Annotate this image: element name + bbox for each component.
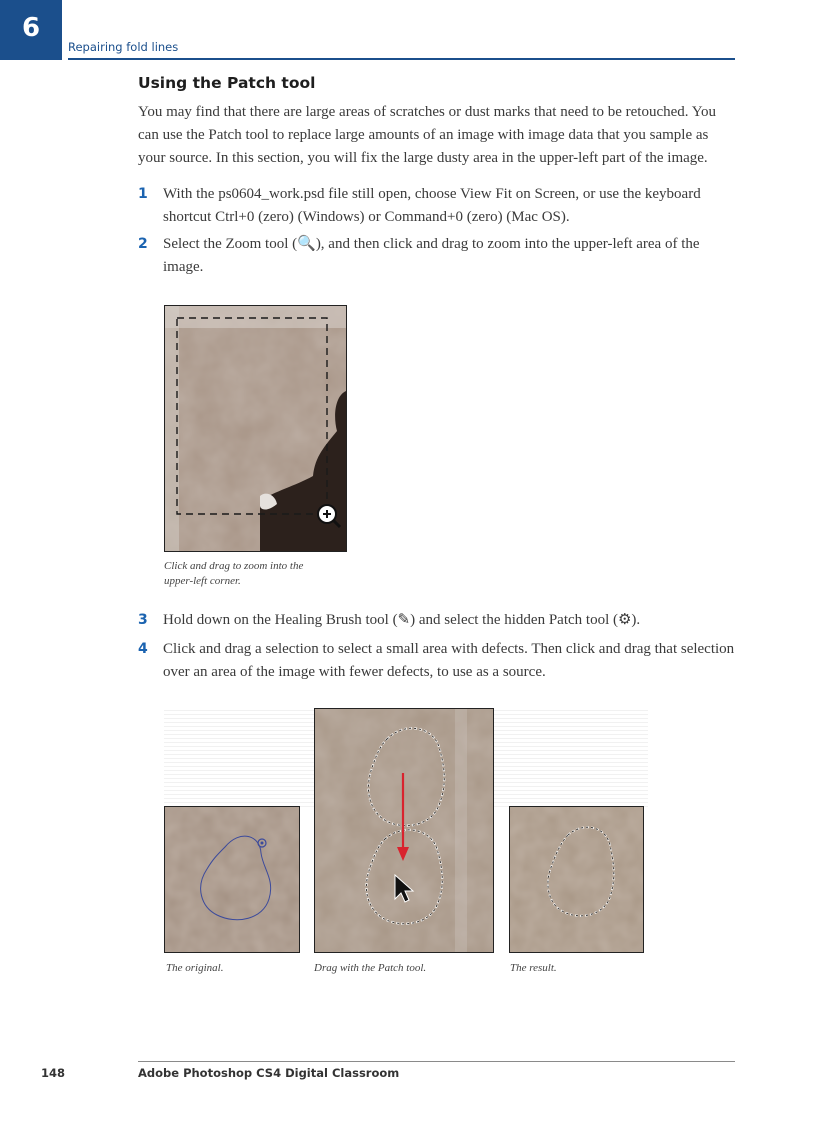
section-heading: Using the Patch tool <box>138 74 316 92</box>
patch-drag-photo <box>314 708 494 953</box>
step-number: 4 <box>138 641 148 657</box>
original-caption: The original. <box>166 962 224 974</box>
step-text: Select the Zoom tool (🔍), and then click and drag to zoom into the upper-left area of the image. <box>163 236 700 275</box>
step-number: 1 <box>138 186 148 202</box>
running-head: Repairing fold lines <box>68 40 179 54</box>
drag-caption: Drag with the Patch tool. <box>314 962 427 974</box>
chapter-number: 6 <box>21 13 41 43</box>
step-text: With the ps0604_work.psd file still open, choose View Fit on Screen, or use the keyboard shortcut Ctrl+0 (zero) (Windows) or Command+0 (zero) (Mac OS). <box>163 186 701 225</box>
result-photo <box>509 806 644 953</box>
step-number: 3 <box>138 612 148 628</box>
step-text: Click and drag a selection to select a small area with defects. Then click and drag that selection over an area of the image with fewer defects, to use as a source. <box>163 641 735 680</box>
result-caption: The result. <box>510 962 557 974</box>
footer-rule <box>138 1061 735 1062</box>
original-photo <box>164 806 300 953</box>
intro-paragraph: You may find that there are large areas of scratches or dust marks that need to be retouched. You can use the Patch tool to replace large amounts of an image with image data that you sample as your source. In this section, you will fix the large dusty area in the upper-left part of the image. <box>138 104 717 166</box>
page-number: 148 <box>41 1066 66 1080</box>
step-text: Hold down on the Healing Brush tool (✎) and select the hidden Patch tool (⚙). <box>163 612 641 628</box>
zoom-caption: Click and drag to zoom into the upper-left corner. <box>164 560 304 587</box>
header-rule <box>68 58 735 60</box>
book-title: Adobe Photoshop CS4 Digital Classroom <box>138 1066 400 1080</box>
step-number: 2 <box>138 236 148 252</box>
zoom-screenshot <box>164 305 347 552</box>
